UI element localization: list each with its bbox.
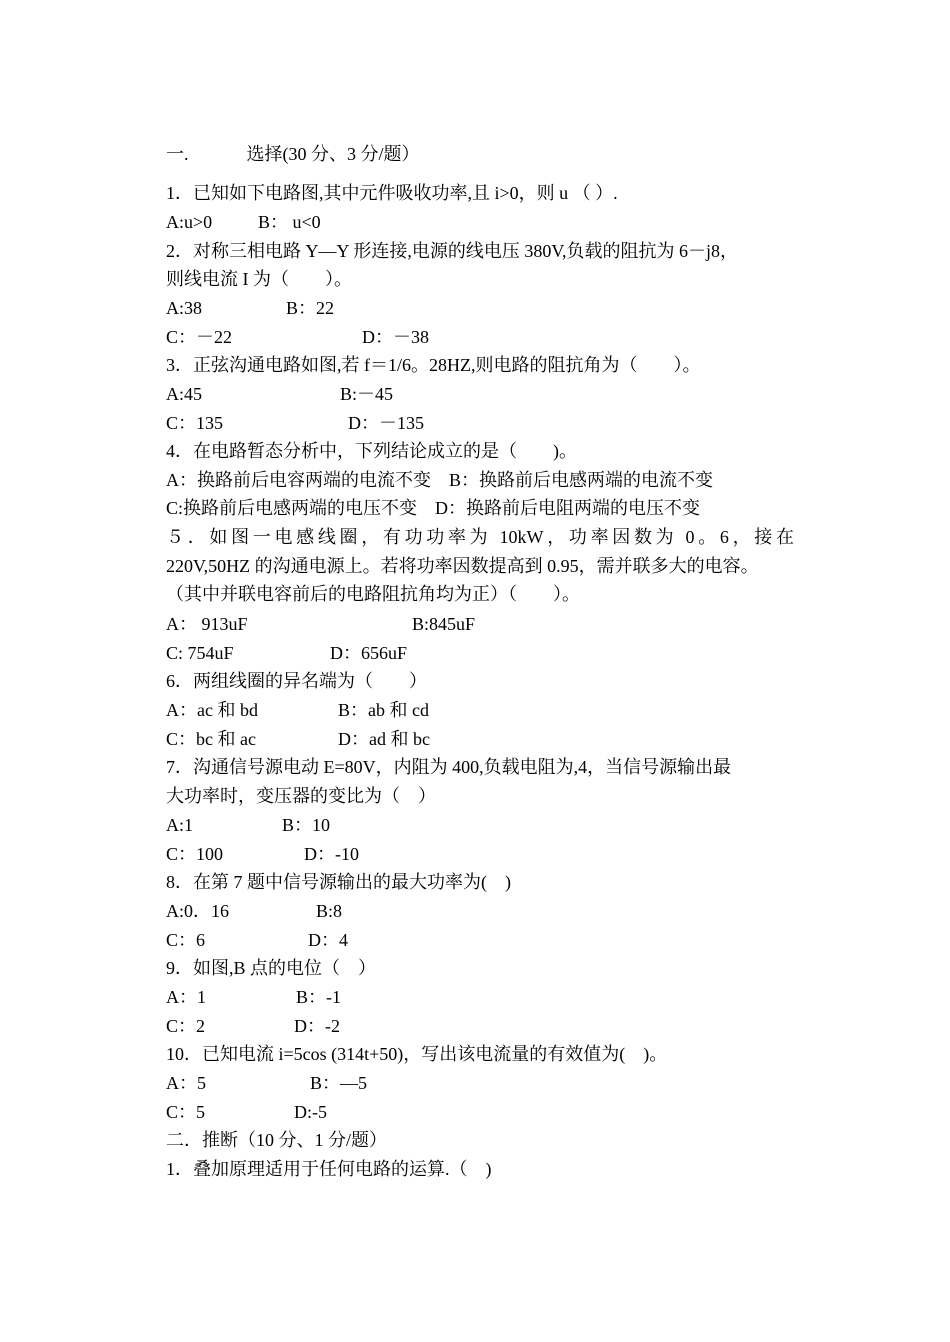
q8-option-a: A:0．16 [166, 901, 229, 921]
q1-option-a: A:u>0 [166, 212, 213, 232]
q2-options-cd [166, 326, 429, 348]
q1-option-b: B： u<0 [258, 212, 321, 232]
q10-options-ab [166, 1072, 367, 1094]
q3-option-d: D：－135 [348, 413, 424, 433]
q9-options-cd [166, 1015, 340, 1037]
q4-stem: 4．在电路暂态分析中，下列结论成立的是（ )。 [166, 441, 577, 461]
q2-option-a: A:38 [166, 298, 202, 318]
section2-q1: 1．叠加原理适用于任何电路的运算.（ ) [166, 1159, 492, 1179]
section1-heading [166, 143, 420, 165]
q9-options-ab [166, 986, 341, 1008]
q10-option-d: D:-5 [294, 1102, 327, 1122]
section1-title: 选择(30 分、3 分/题） [246, 144, 420, 164]
q10-option-a: A：5 [166, 1073, 206, 1093]
q6-option-c: C：bc 和 ac [166, 729, 256, 749]
q8-option-d: D：4 [308, 930, 348, 950]
q3-stem: 3．正弦沟通电路如图,若 f＝1/6。28HZ,则电路的阻抗角为（ ）。 [166, 355, 701, 375]
q10-options-cd [166, 1101, 327, 1123]
q4-options-ab: A：换路前后电容两端的电流不变 B：换路前后电感两端的电流不变 [166, 470, 714, 490]
q4-options-cd: C:换路前后电感两端的电压不变 D：换路前后电阻两端的电压不变 [166, 498, 701, 518]
q5-stem-line1: ５．如图一电感线圈，有功功率为 10kW，功率因数为 0。6，接在 [166, 527, 794, 547]
q7-options-cd [166, 843, 359, 865]
q6-options-cd [166, 728, 430, 750]
q5-stem-line2: 220V,50HZ 的沟通电源上。若将功率因数提高到 0.95，需并联多大的电容。 [166, 556, 759, 576]
q5-options-ab [166, 613, 475, 635]
q8-options-ab [166, 900, 342, 922]
q2-option-c: C：－22 [166, 327, 233, 347]
q2-stem-line1: 2．对称三相电路 Y—Y 形连接,电源的线电压 380V,负载的阻抗为 6－j8， [166, 241, 739, 261]
q9-option-d: D：-2 [294, 1016, 340, 1036]
q7-option-b: B：10 [282, 815, 331, 835]
q9-option-b: B：-1 [296, 987, 341, 1007]
q2-options-ab [166, 297, 334, 319]
q5-option-d: D：656uF [330, 643, 408, 663]
q9-stem: 9．如图,B 点的电位（ ） [166, 958, 377, 978]
q5-option-c: C: 754uF [166, 643, 234, 663]
q5-stem-line3: （其中并联电容前后的电路阻抗角均为正）（ ）。 [166, 584, 580, 604]
q7-option-a: A:1 [166, 815, 193, 835]
q9-option-a: A：1 [166, 987, 206, 1007]
section2-heading: 二．推断（10 分、1 分/题） [166, 1130, 387, 1150]
q5-option-a: A： 913uF [166, 614, 248, 634]
q2-option-b: B：22 [286, 298, 335, 318]
q2-option-d: D：－38 [362, 327, 429, 347]
q5-options-cd [166, 642, 407, 664]
q3-options-cd [166, 412, 424, 434]
q6-option-d: D：ad 和 bc [338, 729, 430, 749]
q8-options-cd [166, 929, 348, 951]
q8-stem: 8．在第 7 题中信号源输出的最大功率为( ) [166, 872, 511, 892]
q8-option-b: B:8 [316, 901, 343, 921]
q3-options-ab [166, 383, 393, 405]
q10-stem: 10．已知电流 i=5cos (314t+50)，写出该电流量的有效值为( )。 [166, 1044, 668, 1064]
q10-option-c: C：5 [166, 1102, 206, 1122]
section1-number: 一. [166, 144, 189, 164]
q7-stem-line2: 大功率时，变压器的变比为（ ） [166, 786, 436, 806]
q10-option-b: B：—5 [310, 1073, 368, 1093]
q6-option-b: B：ab 和 cd [338, 700, 429, 720]
q3-option-b: B:－45 [340, 384, 394, 404]
q7-option-c: C：100 [166, 844, 224, 864]
q7-option-d: D：-10 [304, 844, 359, 864]
q2-stem-line2: 则线电流 I 为（ ）。 [166, 269, 352, 289]
q6-options-ab [166, 699, 429, 721]
q1-options [166, 211, 321, 233]
q9-option-c: C：2 [166, 1016, 206, 1036]
q1-stem: 1．已知如下电路图,其中元件吸收功率,且 i>0，则 u （ ）. [166, 183, 618, 203]
q6-option-a: A：ac 和 bd [166, 700, 258, 720]
q3-option-a: A:45 [166, 384, 202, 404]
q7-stem-line1: 7．沟通信号源电动 E=80V，内阻为 400,负载电阻为,4，当信号源输出最 [166, 757, 732, 777]
q7-options-ab [166, 814, 330, 836]
q6-stem: 6．两组线圈的异名端为（ ） [166, 671, 427, 691]
q8-option-c: C：6 [166, 930, 206, 950]
q5-option-b: B:845uF [412, 614, 476, 634]
q3-option-c: C：135 [166, 413, 224, 433]
